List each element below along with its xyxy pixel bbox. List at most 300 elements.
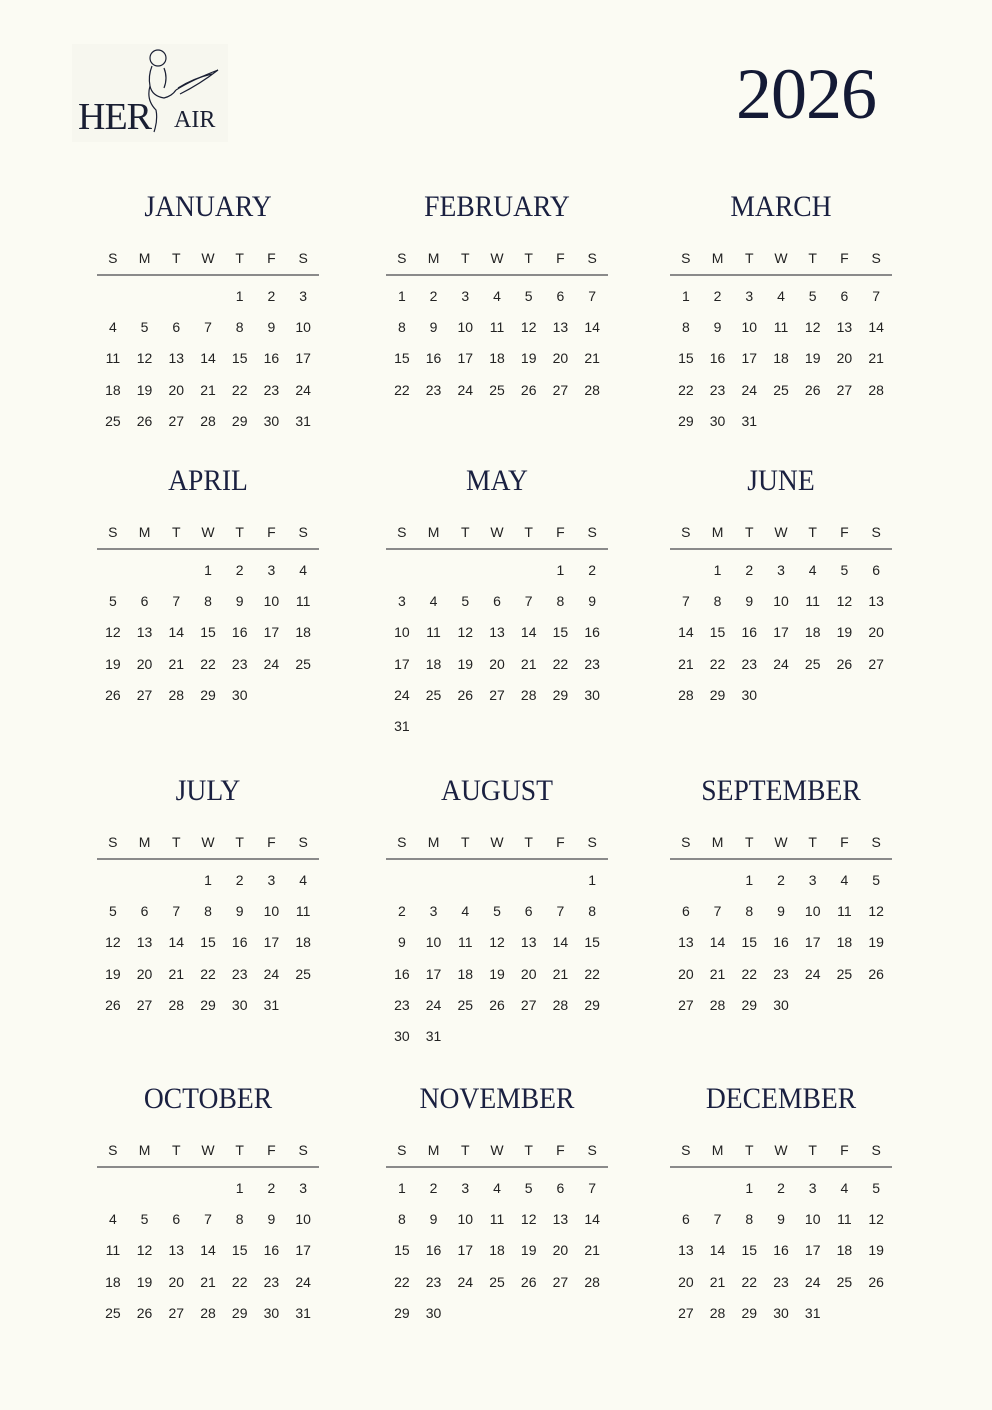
day-cell: 27 xyxy=(678,1304,694,1321)
calendar-year: 2026 xyxy=(736,54,876,134)
month-march xyxy=(670,192,892,436)
weekday-header: T xyxy=(172,834,181,850)
month-title: SEPTEMBER xyxy=(701,774,861,807)
day-cell: 7 xyxy=(588,287,597,304)
weekday-header: S xyxy=(108,524,118,540)
weekday-header: S xyxy=(871,834,881,850)
day-cell: 15 xyxy=(678,350,694,367)
day-cell: 15 xyxy=(200,624,216,641)
weekday-header: T xyxy=(524,250,533,266)
day-cell: 17 xyxy=(295,350,311,367)
day-cell: 22 xyxy=(394,1273,410,1290)
day-cell: 26 xyxy=(136,1304,153,1321)
day-cell: 4 xyxy=(429,592,438,609)
weekday-header-row xyxy=(670,834,892,860)
weekday-header: T xyxy=(235,524,244,540)
day-cell: 30 xyxy=(231,686,248,703)
day-cell: 2 xyxy=(235,561,244,578)
day-cell: 19 xyxy=(520,350,537,367)
weekday-header-row xyxy=(670,250,892,276)
weekday-header: F xyxy=(840,834,849,850)
day-cell: 11 xyxy=(105,350,121,367)
day-cell: 26 xyxy=(136,412,153,429)
day-cell: 2 xyxy=(745,561,754,578)
weekday-header-row xyxy=(97,250,319,276)
weekday-header: S xyxy=(587,524,597,540)
day-cell: 23 xyxy=(425,1273,442,1290)
day-cell: 9 xyxy=(777,1210,785,1227)
day-cell: 20 xyxy=(552,350,569,367)
weekday-header: T xyxy=(745,834,754,850)
logo-text-air: AIR xyxy=(174,107,216,133)
day-cell: 1 xyxy=(713,561,722,578)
day-cell: 13 xyxy=(552,1210,569,1227)
day-cell: 8 xyxy=(745,1210,754,1227)
day-cell: 17 xyxy=(457,350,474,367)
day-cell: 29 xyxy=(200,686,216,703)
day-cell: 5 xyxy=(140,318,149,335)
day-cell: 5 xyxy=(461,592,470,609)
logo-text-her: HER xyxy=(78,96,151,138)
day-cell: 27 xyxy=(552,381,569,398)
day-cell: 16 xyxy=(773,1242,789,1259)
day-cell: 29 xyxy=(231,412,248,429)
day-cell: 17 xyxy=(263,624,280,641)
day-cell: 24 xyxy=(295,381,311,398)
day-cell: 6 xyxy=(681,1210,690,1227)
weekday-header: F xyxy=(556,1142,565,1158)
day-cell: 17 xyxy=(394,655,410,672)
weekday-header: T xyxy=(524,834,533,850)
day-cell: 27 xyxy=(489,686,505,703)
day-cell: 25 xyxy=(489,1273,505,1290)
day-cell: 21 xyxy=(678,655,694,672)
weekday-header: M xyxy=(138,250,151,266)
weekday-header: S xyxy=(108,834,118,850)
day-cell: 25 xyxy=(489,381,505,398)
day-cell: 31 xyxy=(804,1304,821,1321)
day-cell: 25 xyxy=(295,965,311,982)
weekday-header: T xyxy=(745,250,754,266)
day-cell: 8 xyxy=(713,592,722,609)
day-cell: 18 xyxy=(773,350,789,367)
day-cell: 10 xyxy=(741,318,758,335)
day-cell: 29 xyxy=(741,996,758,1013)
day-cell: 30 xyxy=(741,686,758,703)
day-cell: 2 xyxy=(777,871,785,888)
day-cell: 28 xyxy=(520,686,537,703)
day-cell: 14 xyxy=(168,934,185,951)
weekday-header-row xyxy=(670,1142,892,1168)
day-cell: 15 xyxy=(231,350,248,367)
logo-text xyxy=(78,96,216,138)
day-cell: 26 xyxy=(520,1273,537,1290)
day-cell: 27 xyxy=(168,1304,185,1321)
day-cell: 2 xyxy=(777,1179,785,1196)
day-cell: 5 xyxy=(493,902,501,919)
month-title: MAY xyxy=(466,464,528,497)
day-cell: 23 xyxy=(425,381,442,398)
day-cell: 19 xyxy=(105,965,121,982)
weekday-header: M xyxy=(711,524,724,540)
day-cell: 31 xyxy=(295,412,311,429)
weekday-header-row xyxy=(386,834,608,860)
day-cell: 29 xyxy=(200,996,216,1013)
weekday-header: S xyxy=(298,834,308,850)
day-cell: 27 xyxy=(868,655,884,672)
day-cell: 1 xyxy=(681,287,690,304)
day-cell: 30 xyxy=(263,1304,280,1321)
day-cell: 11 xyxy=(426,624,441,641)
day-cell: 19 xyxy=(836,624,853,641)
weekday-header: M xyxy=(427,250,440,266)
day-grid xyxy=(670,280,892,436)
day-cell: 5 xyxy=(108,592,117,609)
day-cell: 3 xyxy=(808,871,817,888)
day-cell: 26 xyxy=(457,686,474,703)
day-cell: 6 xyxy=(140,592,149,609)
day-cell: 28 xyxy=(584,381,600,398)
weekday-header: T xyxy=(461,250,470,266)
day-cell: 16 xyxy=(425,1242,442,1259)
day-cell: 7 xyxy=(524,592,533,609)
day-cell: 21 xyxy=(584,350,600,367)
day-cell: 13 xyxy=(552,318,569,335)
day-cell: 1 xyxy=(204,871,212,888)
day-cell: 21 xyxy=(709,965,726,982)
day-cell: 22 xyxy=(678,381,694,398)
day-cell: 4 xyxy=(299,871,308,888)
weekday-header: M xyxy=(711,250,724,266)
day-cell: 28 xyxy=(709,996,726,1013)
day-cell: 20 xyxy=(136,965,153,982)
weekday-header: T xyxy=(461,834,470,850)
day-cell: 19 xyxy=(868,934,884,951)
day-cell: 2 xyxy=(713,287,722,304)
day-cell: 24 xyxy=(773,655,789,672)
weekday-header: T xyxy=(461,1142,470,1158)
weekday-header: S xyxy=(397,524,407,540)
day-cell: 29 xyxy=(231,1304,248,1321)
day-cell: 6 xyxy=(556,287,565,304)
day-cell: 6 xyxy=(493,592,501,609)
day-cell: 13 xyxy=(678,934,694,951)
day-cell: 12 xyxy=(868,1210,884,1227)
day-cell: 11 xyxy=(805,592,820,609)
day-cell: 28 xyxy=(709,1304,726,1321)
month-december xyxy=(670,1084,892,1328)
day-cell: 17 xyxy=(804,1242,821,1259)
weekday-header: T xyxy=(745,1142,754,1158)
day-cell: 30 xyxy=(394,1028,410,1045)
day-cell: 10 xyxy=(295,318,311,335)
month-title: NOVEMBER xyxy=(419,1082,575,1115)
day-cell: 17 xyxy=(295,1242,311,1259)
day-cell: 25 xyxy=(836,965,853,982)
day-cell: 20 xyxy=(520,965,537,982)
day-cell: 2 xyxy=(267,287,276,304)
day-cell: 30 xyxy=(263,412,280,429)
weekday-header: T xyxy=(808,834,817,850)
day-cell: 5 xyxy=(524,287,533,304)
weekday-header: T xyxy=(235,1142,244,1158)
day-cell: 2 xyxy=(267,1179,276,1196)
weekday-header: M xyxy=(711,834,724,850)
day-cell: 8 xyxy=(204,592,212,609)
day-cell: 14 xyxy=(200,1242,216,1259)
day-cell: 17 xyxy=(804,934,821,951)
day-cell: 28 xyxy=(168,686,185,703)
weekday-header: T xyxy=(235,834,244,850)
day-cell: 6 xyxy=(140,902,149,919)
day-cell: 30 xyxy=(709,412,726,429)
day-cell: 17 xyxy=(425,965,442,982)
day-cell: 27 xyxy=(520,996,537,1013)
day-cell: 11 xyxy=(105,1242,121,1259)
day-cell: 26 xyxy=(105,996,121,1013)
day-cell: 25 xyxy=(295,655,311,672)
day-cell: 16 xyxy=(709,350,726,367)
day-cell: 19 xyxy=(136,381,153,398)
day-cell: 3 xyxy=(461,1179,470,1196)
weekday-header: F xyxy=(840,1142,849,1158)
day-cell: 21 xyxy=(200,1273,216,1290)
day-cell: 30 xyxy=(773,996,789,1013)
day-cell: 21 xyxy=(552,965,569,982)
day-cell: 12 xyxy=(136,1242,153,1259)
day-cell: 1 xyxy=(556,561,565,578)
day-cell: 21 xyxy=(868,350,884,367)
day-cell: 29 xyxy=(709,686,726,703)
day-cell: 10 xyxy=(804,1210,821,1227)
day-cell: 16 xyxy=(773,934,789,951)
day-cell: 24 xyxy=(804,1273,821,1290)
month-july xyxy=(97,776,319,1020)
day-cell: 21 xyxy=(168,655,185,672)
day-cell: 22 xyxy=(741,1273,758,1290)
day-cell: 5 xyxy=(108,902,117,919)
day-cell: 9 xyxy=(235,592,244,609)
day-cell: 1 xyxy=(588,871,597,888)
month-title: FEBRUARY xyxy=(424,190,570,223)
weekday-header: W xyxy=(201,250,215,266)
month-november xyxy=(386,1084,608,1328)
day-cell: 13 xyxy=(136,934,153,951)
weekday-header: F xyxy=(556,524,565,540)
day-cell: 11 xyxy=(458,934,473,951)
day-cell: 2 xyxy=(429,1179,438,1196)
day-cell: 5 xyxy=(140,1210,149,1227)
day-cell: 31 xyxy=(741,412,758,429)
day-cell: 7 xyxy=(204,1210,212,1227)
day-cell: 14 xyxy=(520,624,537,641)
day-grid xyxy=(386,1172,608,1328)
day-cell: 25 xyxy=(773,381,789,398)
day-cell: 4 xyxy=(493,287,501,304)
weekday-header: W xyxy=(774,1142,788,1158)
weekday-header: S xyxy=(871,524,881,540)
day-cell: 18 xyxy=(105,381,121,398)
month-may xyxy=(386,466,608,742)
weekday-header-row xyxy=(670,524,892,550)
day-cell: 29 xyxy=(741,1304,758,1321)
day-cell: 9 xyxy=(429,1210,438,1227)
month-title: DECEMBER xyxy=(705,1082,857,1115)
day-cell: 23 xyxy=(231,965,248,982)
weekday-header: S xyxy=(681,250,691,266)
day-cell: 31 xyxy=(425,1028,442,1045)
day-cell: 22 xyxy=(709,655,726,672)
day-cell: 2 xyxy=(235,871,244,888)
weekday-header: W xyxy=(201,524,215,540)
day-cell: 8 xyxy=(204,902,212,919)
day-cell: 23 xyxy=(584,655,600,672)
weekday-header: S xyxy=(397,250,407,266)
day-cell: 14 xyxy=(552,934,569,951)
day-cell: 24 xyxy=(804,965,821,982)
day-cell: 18 xyxy=(105,1273,121,1290)
day-cell: 6 xyxy=(681,902,690,919)
day-cell: 1 xyxy=(745,871,754,888)
weekday-header-row xyxy=(386,524,608,550)
day-cell: 18 xyxy=(836,1242,853,1259)
day-cell: 19 xyxy=(136,1273,153,1290)
day-grid xyxy=(386,554,608,742)
day-cell: 17 xyxy=(457,1242,474,1259)
day-cell: 28 xyxy=(868,381,884,398)
day-cell: 25 xyxy=(836,1273,853,1290)
day-cell: 2 xyxy=(429,287,438,304)
day-cell: 3 xyxy=(299,1179,308,1196)
day-cell: 11 xyxy=(837,1210,852,1227)
day-cell: 11 xyxy=(773,318,789,335)
day-cell: 10 xyxy=(394,624,410,641)
day-cell: 12 xyxy=(136,350,153,367)
day-cell: 29 xyxy=(552,686,569,703)
day-cell: 22 xyxy=(200,965,216,982)
day-cell: 24 xyxy=(394,686,410,703)
day-cell: 19 xyxy=(457,655,474,672)
day-cell: 10 xyxy=(425,934,442,951)
day-cell: 30 xyxy=(231,996,248,1013)
day-cell: 22 xyxy=(584,965,600,982)
day-cell: 10 xyxy=(263,592,280,609)
day-cell: 16 xyxy=(231,624,248,641)
day-cell: 9 xyxy=(235,902,244,919)
day-cell: 20 xyxy=(136,655,153,672)
day-cell: 20 xyxy=(168,381,185,398)
month-title: JANUARY xyxy=(144,190,272,223)
day-cell: 9 xyxy=(267,1210,276,1227)
day-cell: 16 xyxy=(263,350,280,367)
day-cell: 3 xyxy=(745,287,754,304)
day-cell: 29 xyxy=(394,1304,410,1321)
day-cell: 23 xyxy=(231,655,248,672)
weekday-header: S xyxy=(587,250,597,266)
day-cell: 25 xyxy=(804,655,821,672)
day-cell: 12 xyxy=(105,624,121,641)
day-cell: 6 xyxy=(840,287,849,304)
day-cell: 25 xyxy=(105,1304,121,1321)
day-cell: 26 xyxy=(520,381,537,398)
day-cell: 18 xyxy=(836,934,853,951)
month-title: JUNE xyxy=(747,464,815,497)
day-cell: 13 xyxy=(489,624,505,641)
day-cell: 24 xyxy=(295,1273,311,1290)
day-cell: 20 xyxy=(678,965,694,982)
month-title: OCTOBER xyxy=(143,1082,273,1115)
day-cell: 9 xyxy=(745,592,754,609)
day-cell: 29 xyxy=(678,412,694,429)
month-october xyxy=(97,1084,319,1328)
day-cell: 30 xyxy=(584,686,600,703)
day-cell: 11 xyxy=(295,592,311,609)
day-cell: 19 xyxy=(105,655,121,672)
day-cell: 12 xyxy=(520,1210,537,1227)
day-cell: 29 xyxy=(584,996,600,1013)
day-cell: 4 xyxy=(108,1210,117,1227)
weekday-header-row xyxy=(97,524,319,550)
weekday-header-row xyxy=(97,834,319,860)
weekday-header: W xyxy=(201,1142,215,1158)
day-cell: 1 xyxy=(235,287,244,304)
day-grid xyxy=(97,554,319,710)
weekday-header: M xyxy=(138,1142,151,1158)
day-cell: 25 xyxy=(105,412,121,429)
month-title: MARCH xyxy=(730,190,832,223)
day-cell: 23 xyxy=(709,381,726,398)
weekday-header: T xyxy=(524,1142,533,1158)
day-cell: 26 xyxy=(804,381,821,398)
day-cell: 22 xyxy=(552,655,569,672)
day-cell: 26 xyxy=(836,655,853,672)
day-cell: 3 xyxy=(299,287,308,304)
weekday-header: S xyxy=(681,524,691,540)
day-cell: 3 xyxy=(267,561,276,578)
day-cell: 6 xyxy=(556,1179,565,1196)
day-cell: 4 xyxy=(840,871,849,888)
weekday-header: S xyxy=(681,834,691,850)
day-cell: 19 xyxy=(489,965,505,982)
day-cell: 7 xyxy=(588,1179,597,1196)
day-cell: 21 xyxy=(709,1273,726,1290)
day-cell: 16 xyxy=(394,965,410,982)
day-cell: 13 xyxy=(168,350,185,367)
day-cell: 20 xyxy=(552,1242,569,1259)
day-cell: 26 xyxy=(489,996,505,1013)
day-cell: 15 xyxy=(394,1242,410,1259)
weekday-header: S xyxy=(298,1142,308,1158)
day-cell: 6 xyxy=(524,902,533,919)
day-cell: 5 xyxy=(872,1179,881,1196)
day-cell: 19 xyxy=(520,1242,537,1259)
day-cell: 17 xyxy=(773,624,789,641)
day-cell: 7 xyxy=(204,318,212,335)
day-cell: 28 xyxy=(168,996,185,1013)
day-cell: 21 xyxy=(168,965,185,982)
day-cell: 7 xyxy=(172,902,181,919)
day-grid xyxy=(97,1172,319,1328)
day-cell: 4 xyxy=(808,561,817,578)
day-cell: 10 xyxy=(804,902,821,919)
day-cell: 24 xyxy=(457,381,474,398)
day-cell: 6 xyxy=(872,561,881,578)
weekday-header: W xyxy=(774,524,788,540)
day-cell: 27 xyxy=(168,412,185,429)
weekday-header: T xyxy=(172,524,181,540)
weekday-header: T xyxy=(524,524,533,540)
weekday-header: S xyxy=(108,250,118,266)
